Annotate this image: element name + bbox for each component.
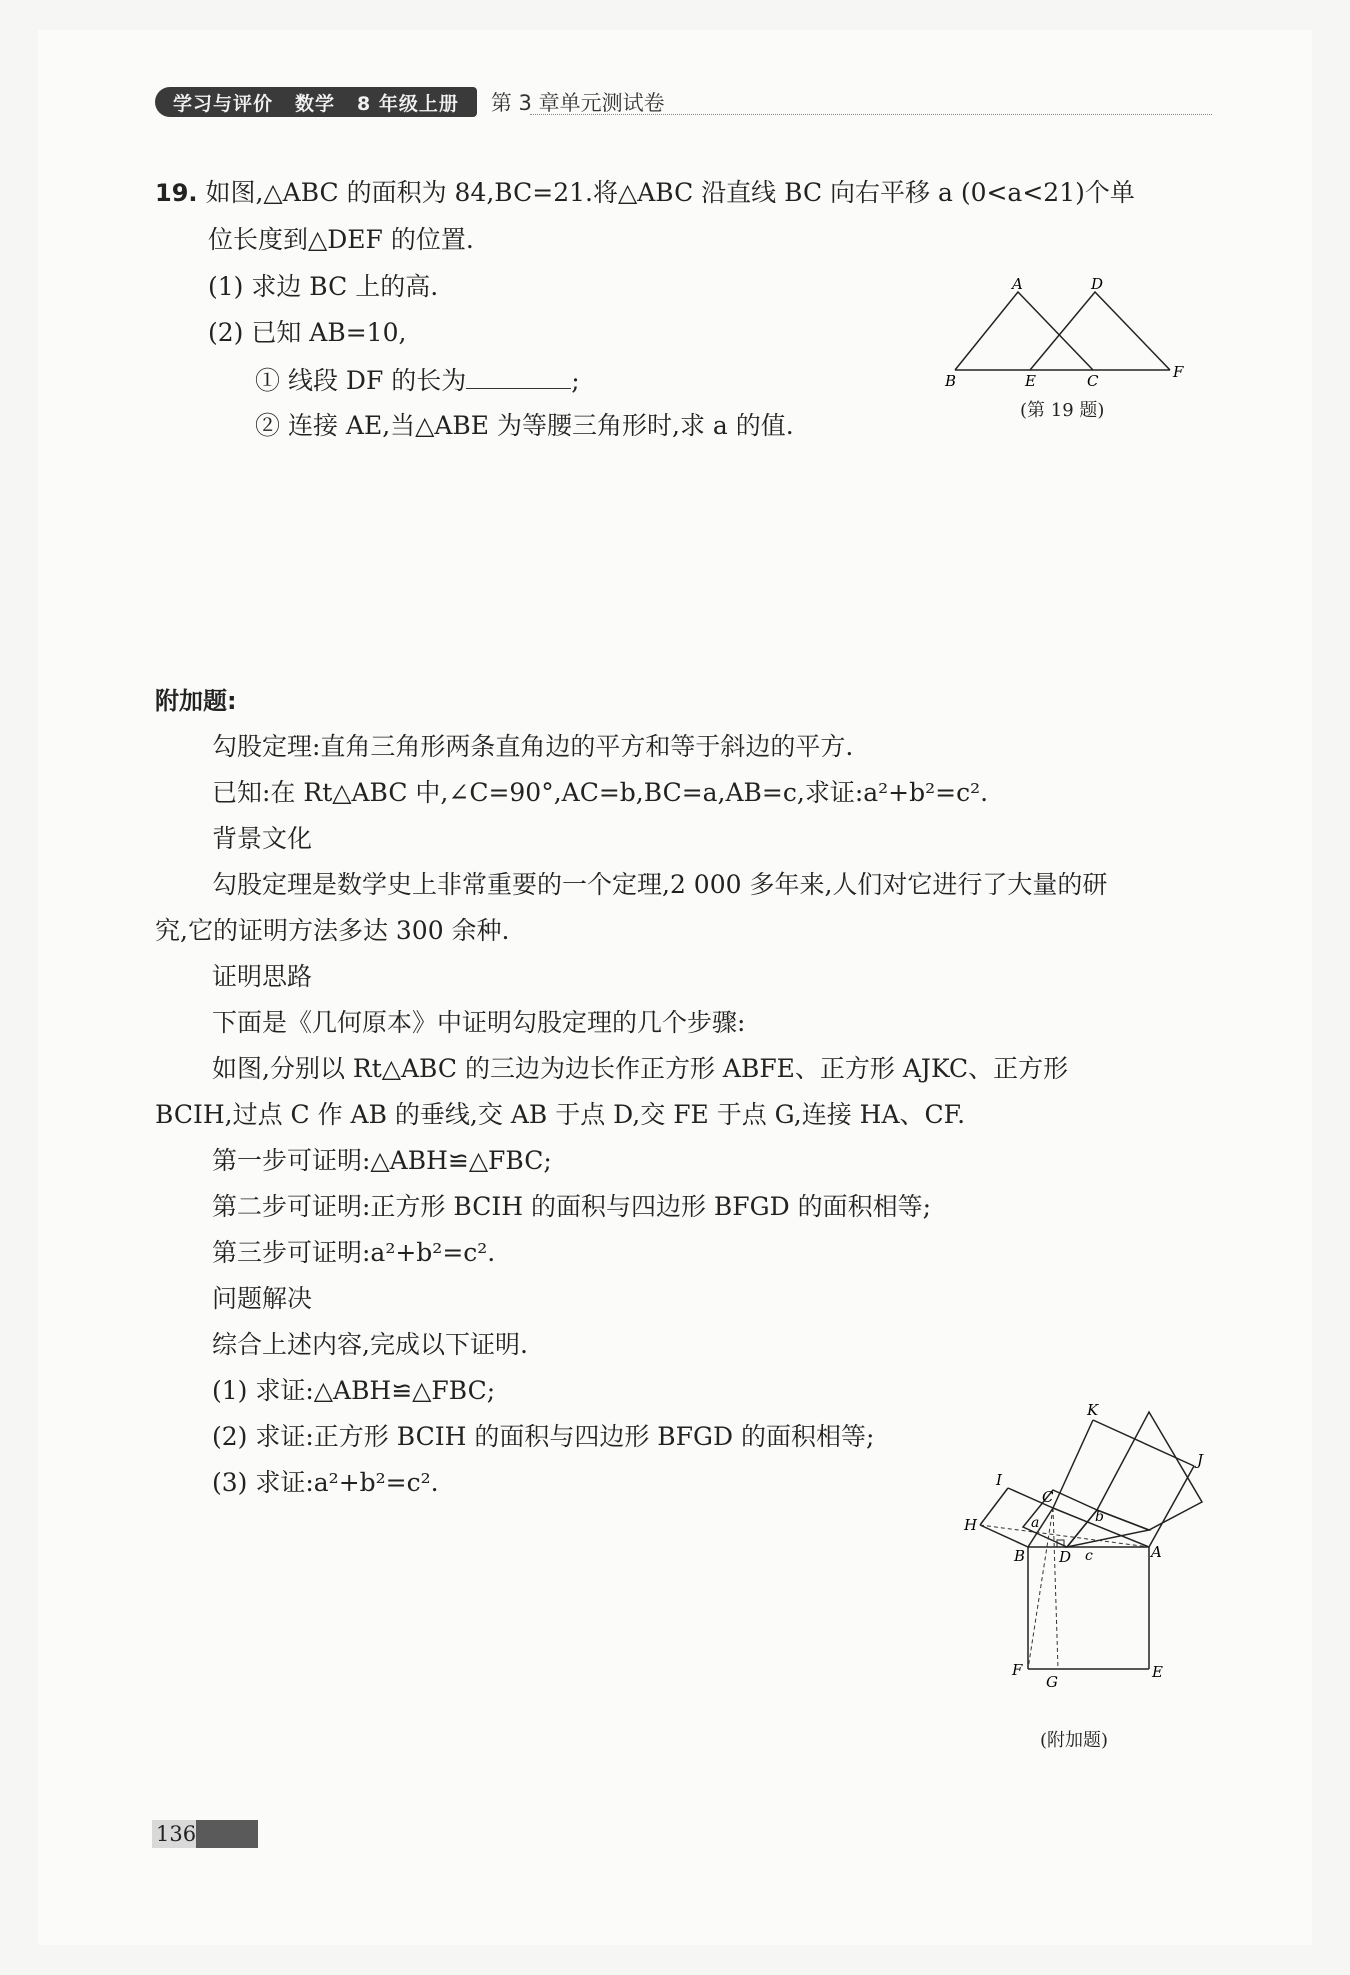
label-A: A	[1012, 275, 1023, 293]
q19-number: 19.	[155, 179, 198, 207]
extra-line-9: BCIH,过点 C 作 AB 的垂线,交 AB 于点 D,交 FE 于点 G,连接 HA、CF.	[155, 1100, 966, 1129]
label-E: E	[1152, 1663, 1163, 1681]
extra-line-4: 勾股定理是数学史上非常重要的一个定理,2 000 多年来,人们对它进行了大量的研	[212, 870, 1108, 899]
q19-sub1-end: ;	[571, 366, 580, 395]
label-B: B	[945, 372, 957, 390]
answer-blank[interactable]	[466, 364, 571, 389]
series-title: 学习与评价	[173, 92, 274, 115]
page-number: 136	[152, 1820, 258, 1848]
q19-stem-2: 位长度到△DEF 的位置.	[208, 225, 474, 254]
segment-cg	[1053, 1508, 1058, 1669]
label-C: C	[1087, 372, 1099, 390]
label-E: E	[1025, 372, 1036, 390]
label-F: F	[1173, 363, 1184, 381]
book-series-badge	[155, 87, 477, 117]
extra-title: 附加题:	[155, 687, 237, 715]
subject: 数学	[295, 92, 336, 115]
label-D: D	[1059, 1548, 1072, 1566]
extra-figure-caption: (附加题)	[1040, 1730, 1109, 1751]
extra-line-7: 下面是《几何原本》中证明勾股定理的几个步骤:	[212, 1008, 746, 1037]
side-kj	[1093, 1420, 1194, 1466]
extra-line-16: (2) 求证:正方形 BCIH 的面积与四边形 BFGD 的面积相等;	[212, 1422, 875, 1451]
label-D: D	[1091, 275, 1104, 293]
running-header	[155, 87, 665, 117]
triangle-def	[1030, 292, 1170, 370]
extra-line-15: (1) 求证:△ABH≌△FBC;	[212, 1376, 496, 1405]
q19-figure-caption: (第 19 题)	[1020, 400, 1105, 421]
label-I: I	[996, 1471, 1002, 1489]
side-hi	[980, 1488, 1008, 1525]
label-A: A	[1151, 1543, 1162, 1561]
chapter-title: 第 3 章单元测试卷	[490, 91, 665, 115]
extra-line-5: 究,它的证明方法多达 300 余种.	[155, 916, 510, 945]
label-F: F	[1012, 1661, 1023, 1679]
label-J: J	[1197, 1451, 1204, 1469]
label-C: C	[1042, 1488, 1054, 1506]
q19-sub1	[255, 364, 580, 396]
extra-line-6: 证明思路	[212, 962, 313, 991]
q19-part1: (1) 求边 BC 上的高.	[208, 272, 439, 301]
extra-line-12: 第三步可证明:a²+b²=c².	[212, 1238, 496, 1267]
grade: 8 年级上册	[357, 92, 459, 115]
q19-part2: (2) 已知 AB=10,	[208, 318, 407, 347]
pythagoras-figure	[950, 1385, 1230, 1695]
q19-sub1-text: ① 线段 DF 的长为	[255, 366, 467, 395]
extra-line-2: 已知:在 Rt△ABC 中,∠C=90°,AC=b,BC=a,AB=c,求证:a²+b²=c².	[212, 778, 989, 807]
side-ck	[1053, 1420, 1093, 1508]
q19-figure	[940, 275, 1190, 395]
extra-line-10: 第一步可证明:△ABH≌△FBC;	[212, 1146, 552, 1175]
extra-line-3: 背景文化	[212, 824, 313, 853]
label-K: K	[1087, 1401, 1099, 1419]
extra-line-17: (3) 求证:a²+b²=c².	[212, 1468, 439, 1497]
extra-line-8: 如图,分别以 Rt△ABC 的三边为边长作正方形 ABFE、正方形 AJKC、正方形	[212, 1054, 1069, 1083]
side-ja	[1149, 1466, 1194, 1547]
label-c: c	[1085, 1548, 1093, 1564]
q19-sub2: ② 连接 AE,当△ABE 为等腰三角形时,求 a 的值.	[255, 411, 794, 440]
extra-line-14: 综合上述内容,完成以下证明.	[212, 1330, 528, 1359]
extra-line-11: 第二步可证明:正方形 BCIH 的面积与四边形 BFGD 的面积相等;	[212, 1192, 932, 1221]
q19-stem-1: 如图,△ABC 的面积为 84,BC=21.将△ABC 沿直线 BC 向右平移 a (0<a<21)个单	[205, 178, 1135, 207]
label-a: a	[1031, 1515, 1040, 1531]
label-B: B	[1014, 1547, 1026, 1565]
extra-line-13: 问题解决	[212, 1284, 313, 1313]
triangle-abc	[955, 292, 1093, 370]
label-G: G	[1046, 1673, 1058, 1691]
label-H: H	[964, 1516, 978, 1534]
extra-line-1: 勾股定理:直角三角形两条直角边的平方和等于斜边的平方.	[212, 732, 854, 761]
q19-line1	[155, 178, 1135, 208]
header-rule	[530, 114, 1212, 115]
label-b: b	[1095, 1509, 1104, 1525]
